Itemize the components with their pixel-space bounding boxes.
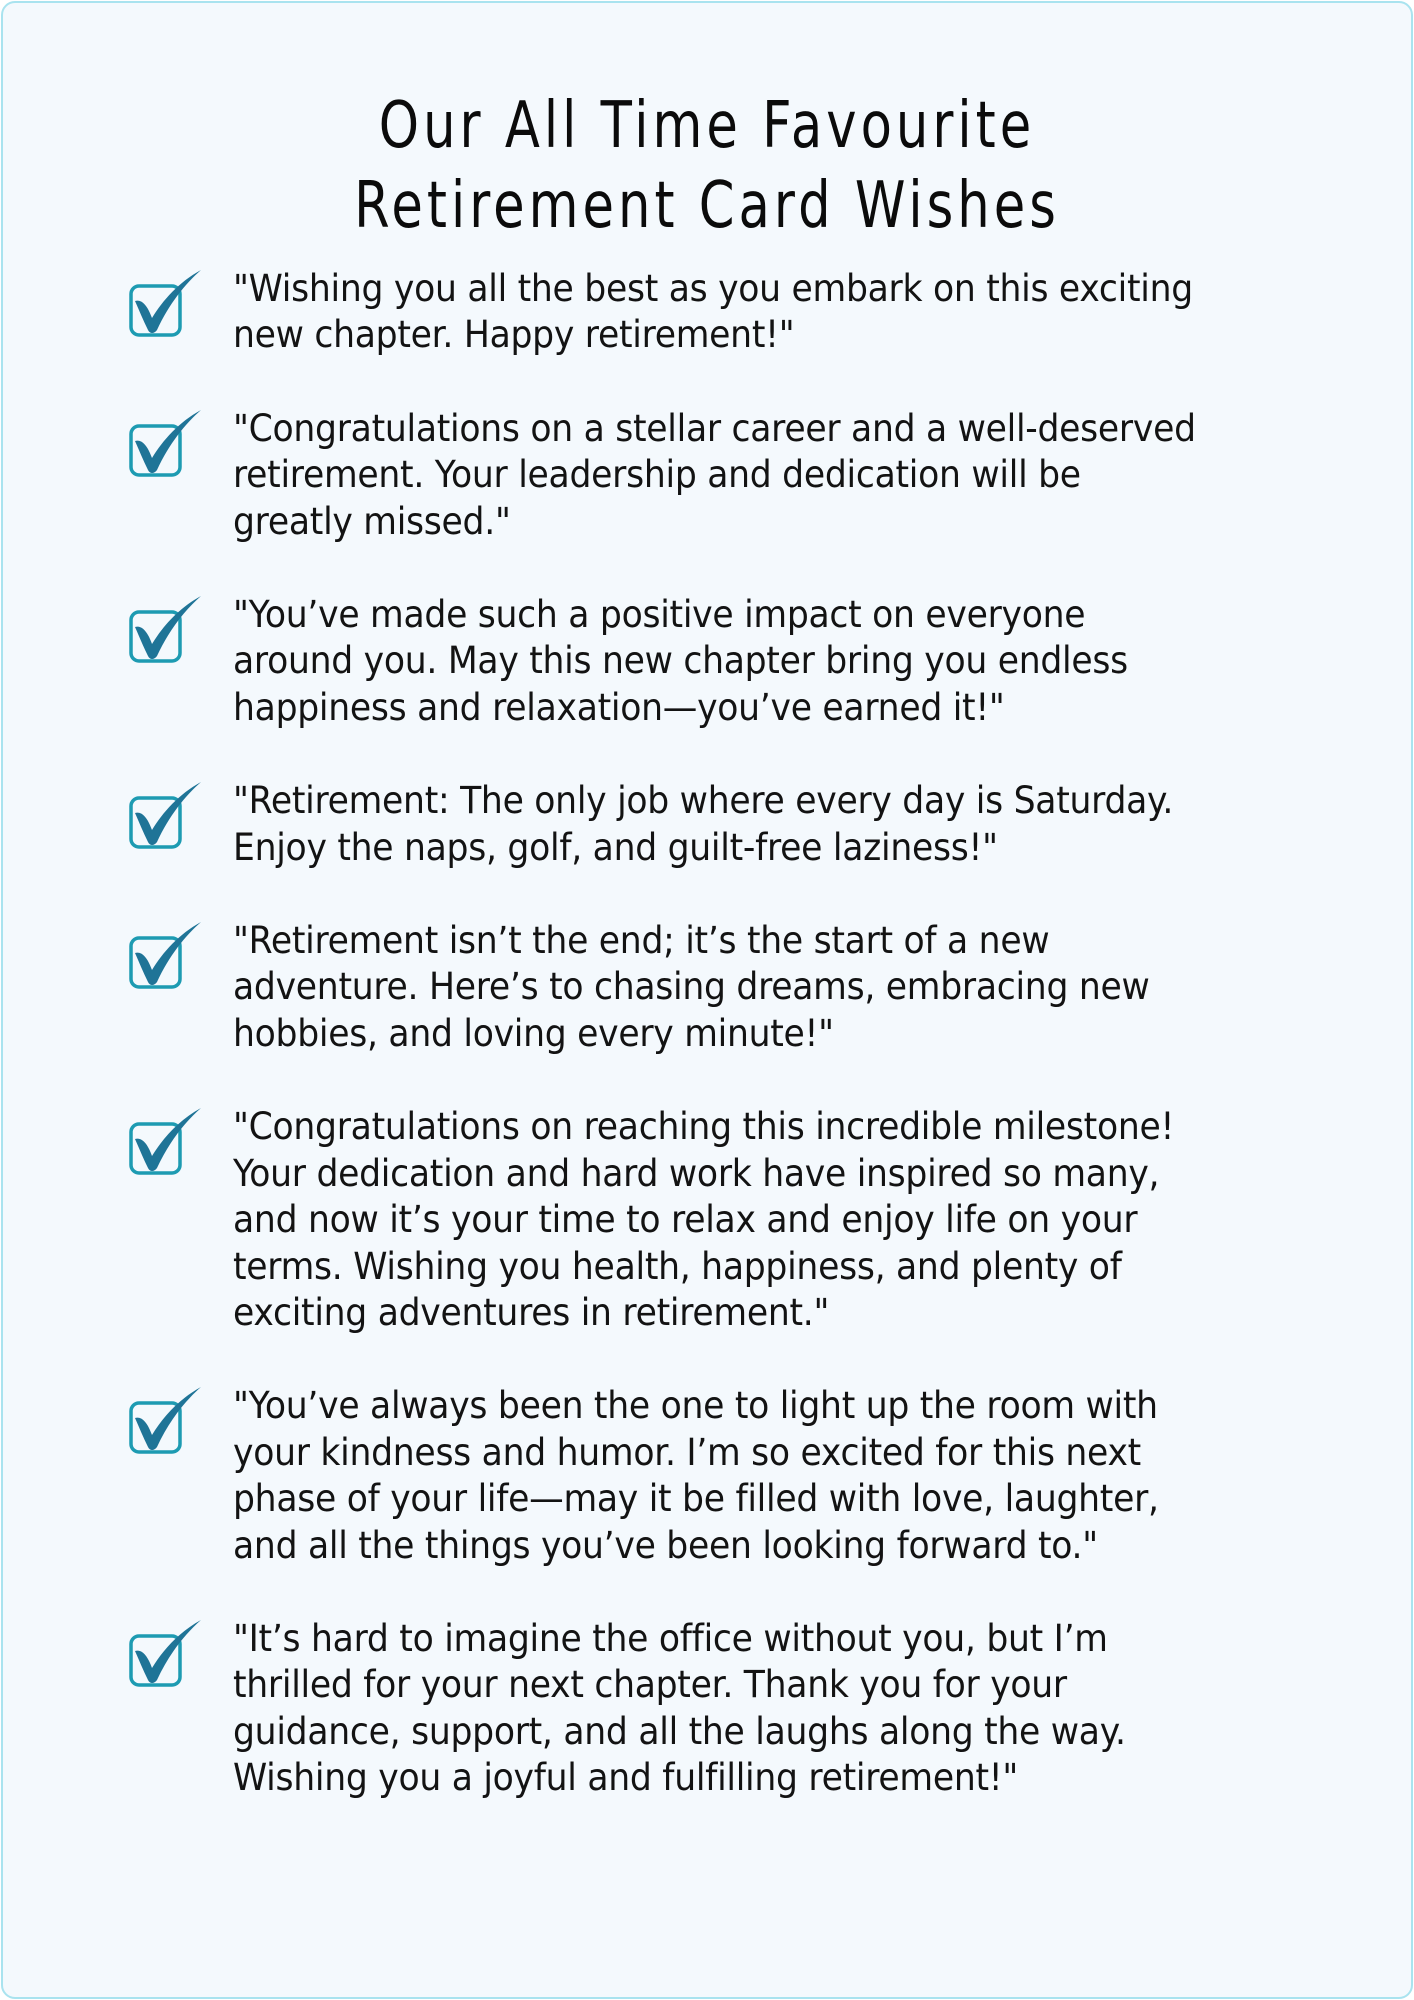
checkbox-checked-icon: [125, 268, 205, 338]
wish-text: "Congratulations on reaching this incredible milestone! Your dedication and hard work have inspired so many, and now it’s your time to relax and enjoy life on your terms. Wishing you health, happiness, and plenty of exciting adventures in retirement.": [233, 1105, 1175, 1334]
checkbox-checked-icon: [125, 408, 205, 478]
wish-item-5: [3, 918, 1411, 1057]
wishes-card: [1, 1, 1413, 1999]
checkbox-checked-icon: [125, 920, 205, 990]
wish-item-8: [3, 1616, 1411, 1802]
wish-text: "It’s hard to imagine the office without you, but I’m thrilled for your next chapter. Thank you for your guidance, support, and all the laughs along the way. Wishing you a joyful and fulfilling retirement!": [233, 1616, 1126, 1800]
wishes-list: [3, 266, 1411, 1849]
checkbox-checked-icon: [125, 1618, 205, 1688]
wish-text: "Retirement: The only job where every day is Saturday. Enjoy the naps, golf, and guilt-free laziness!": [233, 779, 1174, 869]
wish-item-3: [3, 592, 1411, 731]
title-line-1: Our All Time Favourite: [378, 88, 1036, 163]
wish-item-1: [3, 266, 1411, 359]
wish-text: "You’ve made such a positive impact on everyone around you. May this new chapter bring you endless happiness and relaxation—you’ve earned it!": [233, 593, 1128, 729]
title-line-2: Retirement Card Wishes: [354, 168, 1060, 243]
wish-text: "Retirement isn’t the end; it’s the start of a new adventure. Here’s to chasing dreams, embracing new hobbies, and loving every minute!": [233, 919, 1150, 1055]
page-title: [3, 86, 1411, 246]
wish-item-4: [3, 778, 1411, 871]
checkbox-checked-icon: [125, 594, 205, 664]
checkbox-checked-icon: [125, 1106, 205, 1176]
wish-item-6: [3, 1104, 1411, 1336]
wish-text: "Congratulations on a stellar career and a well-deserved retirement. Your leadership and dedication will be greatly missed.": [233, 406, 1196, 543]
wish-text: "Wishing you all the best as you embark on this exciting new chapter. Happy retirement!": [233, 267, 1193, 357]
wish-item-7: [3, 1383, 1411, 1569]
checkbox-checked-icon: [125, 780, 205, 850]
wish-text: "You’ve always been the one to light up the room with your kindness and humor. I’m so excited for this next phase of your life—may it be filled with love, laughter, and all the things you’ve been looking forward to.": [233, 1384, 1159, 1567]
wish-item-2: [3, 406, 1411, 545]
checkbox-checked-icon: [125, 1385, 205, 1455]
